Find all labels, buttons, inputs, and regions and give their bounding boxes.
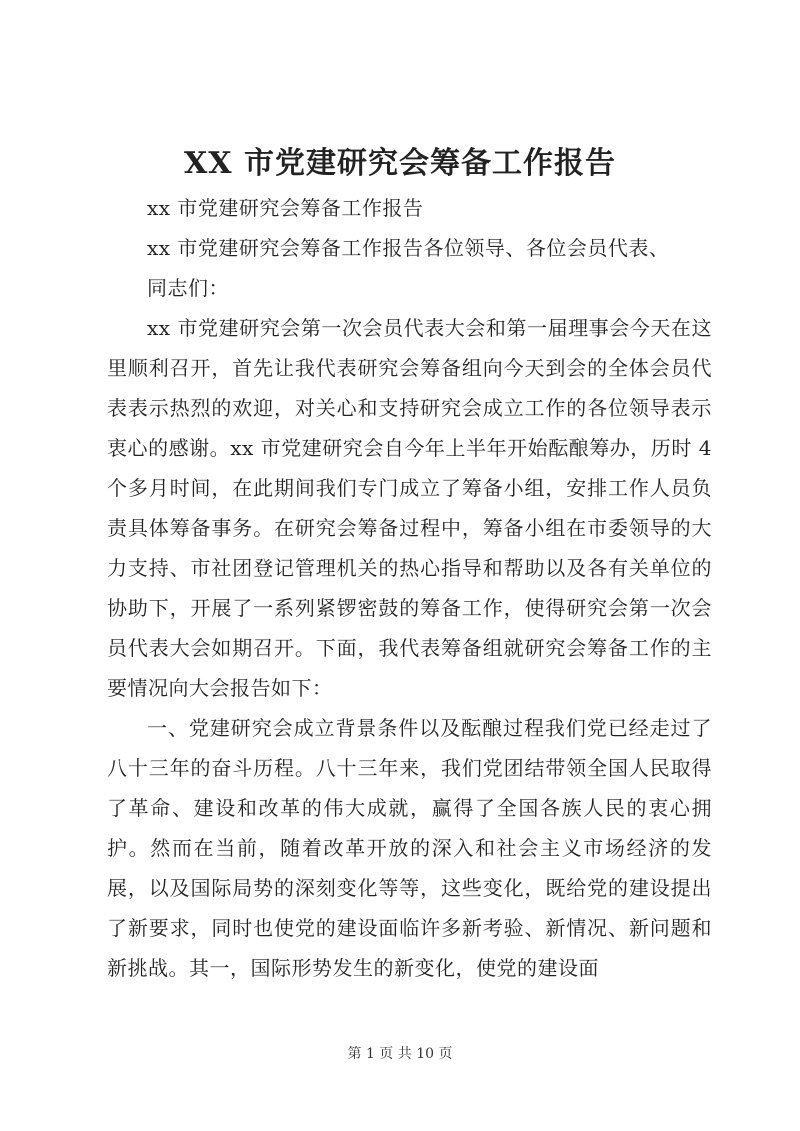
paragraph-salutation-end: 同志们： [147,276,229,300]
paragraph-opening: xx 市党建研究会第一次会员代表大会和第一届理事会今天在这里顺利召开，首先让我代表研究会筹备组向今天到会的全体会员代表表示热烈的欢迎，对关心和支持研究会成立工作的各位领导表示衷心的感谢。xx 市党建研究会自今年上半年开始酝酿筹办，历时 4 个多月时间，在此期间我们专门成立了筹备小组，安排工作人员负责具体筹备事务。在研究会筹备过程中，筹备小组在市委领导的大力支持、市社团登记管理机关的热心指导和帮助以及各有关单位的协助下，开展了一系列紧锣密鼓的筹备工作，使得研究会第一次会员代表大会如期召开。下面，我代表筹备组就研究会筹备工作的主要情况向大会报告如下： [107,316,712,700]
paragraph-subtitle: xx 市党建研究会筹备工作报告 [147,196,424,220]
paragraph-salutation: xx 市党建研究会筹备工作报告各位领导、各位会员代表、 [147,236,670,260]
paragraph-section-one: 一、党建研究会成立背景条件以及酝酿过程我们党已经走过了八十三年的奋斗历程。八十三年来，我们党团结带领全国人民取得了革命、建设和改革的伟大成就，赢得了全国各族人民的衷心拥护。然而在当前，随着改革开放的深入和社会主义市场经济的发展，以及国际局势的深刻变化等等，这些变化，既给党的建设提出了新要求，同时也使党的建设面临许多新考验、新情况、新问题和新挑战。其一，国际形势发生的新变化，使党的建设面 [107,716,712,980]
page-number-footer: 第 1 页 共 10 页 [347,1046,453,1062]
document-body [107,188,712,988]
document-title: XX 市党建研究会筹备工作报告 [184,146,616,181]
